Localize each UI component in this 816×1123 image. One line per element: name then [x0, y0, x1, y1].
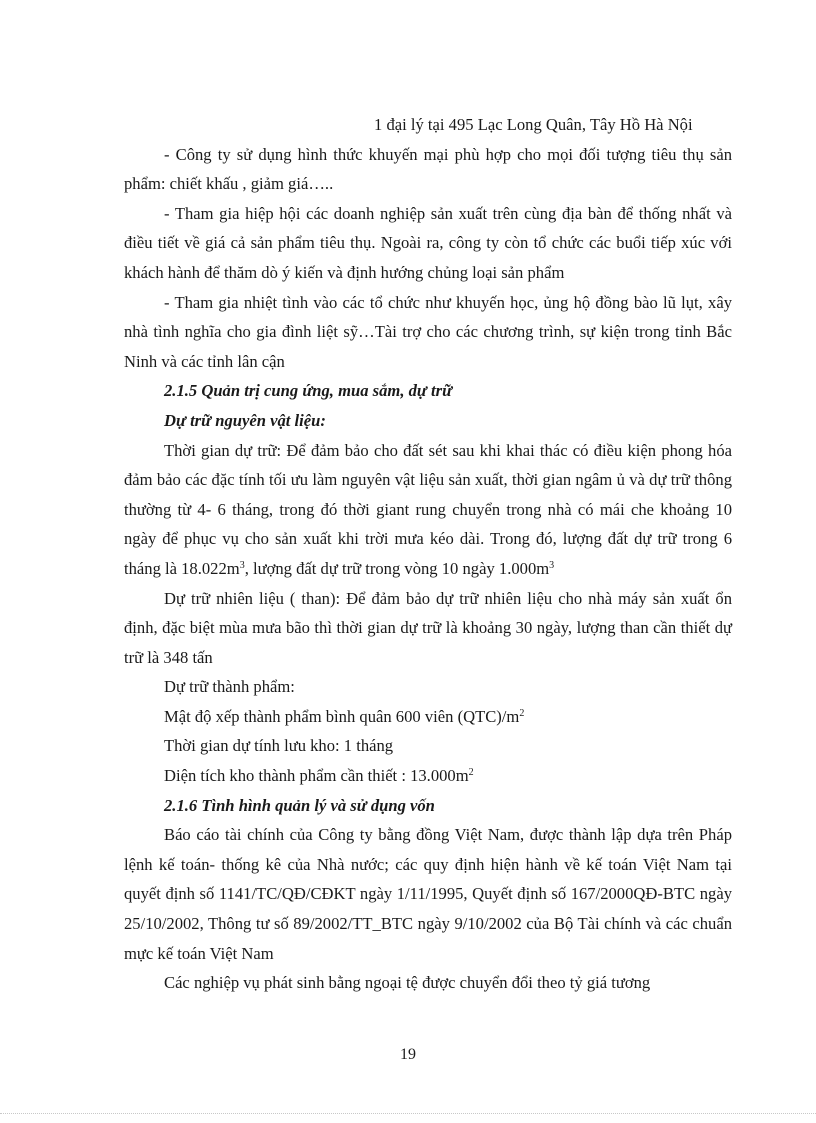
- bullet-promotion: - Công ty sử dụng hình thức khuyến mại phù hợp cho mọi đối tượng tiêu thụ sản phẩm: chiết khấu , giảm giá…..: [124, 144, 732, 194]
- page-bottom-divider: [0, 1113, 816, 1114]
- superscript-2b: 2: [468, 767, 474, 779]
- superscript-2: 2: [519, 707, 525, 719]
- bullet-association: - Tham gia hiệp hội các doanh nghiệp sản xuất trên cùng địa bàn để thống nhất và điều tiết về giá cả sản phẩm tiêu thụ. Ngoài ra, công ty còn tổ chức các buổi tiếp xúc với khách hành để thăm dò ý kiến và định hướng chủng loại sản phẩm: [124, 203, 732, 282]
- paragraph-financial-report: Báo cáo tài chính của Công ty bằng đồng Việt Nam, được thành lập dựa trên Pháp lệnh kế toán- thống kê của Nhà nước; các quy định hiện hành về kế toán Việt Nam tại quyết định số 1141/TC/QĐ/CĐKT ngày 1/11/1995, Quyết định số 167/2000QĐ-BTC ngày 25/10/2002, Thông tư số 89/2002/TT_BTC ngày 9/10/2002 của Bộ Tài chính và các chuẩn mực kế toán Việt Nam: [124, 825, 732, 963]
- reserve-time-text-2: , lượng đất dự trữ trong vòng 10 ngày 1.000m: [244, 558, 550, 578]
- paragraph-fuel-reserve: Dự trữ nhiên liệu ( than): Để đảm bảo dự trữ nhiên liệu cho nhà máy sản xuất ổn định, đặc biệt mùa mưa bão thì thời gian dự trữ là khoảng 30 ngày, lượng than cần thiết dự trữ là 348 tấn: [124, 588, 732, 667]
- page-body: [124, 110, 732, 998]
- subheading-material-reserve: Dự trữ nguyên vật liệu:: [164, 410, 326, 430]
- line-storage-time: Thời gian dự tính lưu kho: 1 tháng: [164, 736, 394, 756]
- reserve-time-text: Thời gian dự trữ: Để đảm bảo cho đất sét sau khi khai thác có điều kiện phong hóa đảm bảo các đặc tính tối ưu làm nguyên vật liệu sản xuất, thời gian ngâm ủ và dự trữ thông thường từ 4- 6 tháng, trong đó thời giant rung chuyển trong nhà có mái che khoảng 10 ngày để phục vụ cho sản xuất khi trời mưa kéo dài. Trong đó, lượng đất dự trữ trong 6 tháng là 18.022m: [124, 440, 732, 578]
- page-number: 19: [400, 1046, 416, 1063]
- density-text: Mật độ xếp thành phẩm bình quân 600 viên (QTC)/m: [164, 706, 520, 726]
- superscript-3: 3: [239, 559, 245, 571]
- line-density: [124, 702, 732, 732]
- section-heading-2-1-5: 2.1.5 Quản trị cung ứng, mua sắm, dự trữ: [164, 381, 453, 401]
- paragraph-foreign-currency: Các nghiệp vụ phát sinh bằng ngoại tệ được chuyển đổi theo tỷ giá tương: [164, 973, 651, 993]
- paragraph-reserve-time: [124, 436, 732, 584]
- line-finished-goods: Dự trữ thành phẩm:: [164, 677, 295, 697]
- area-text: Diện tích kho thành phẩm cần thiết : 13.000m: [164, 766, 469, 786]
- section-heading-2-1-6: 2.1.6 Tình hình quản lý và sử dụng vốn: [164, 795, 435, 815]
- address-line: 1 đại lý tại 495 Lạc Long Quân, Tây Hồ Hà Nội: [374, 115, 693, 134]
- line-warehouse-area: [124, 761, 732, 791]
- superscript-3b: 3: [549, 559, 555, 571]
- bullet-charity: - Tham gia nhiệt tình vào các tổ chức như khuyến học, ủng hộ đồng bào lũ lụt, xây nhà tình nghĩa cho gia đình liệt sỹ…Tài trợ cho các chương trình, sự kiện trong tỉnh Bắc Ninh và các tỉnh lân cận: [124, 292, 732, 371]
